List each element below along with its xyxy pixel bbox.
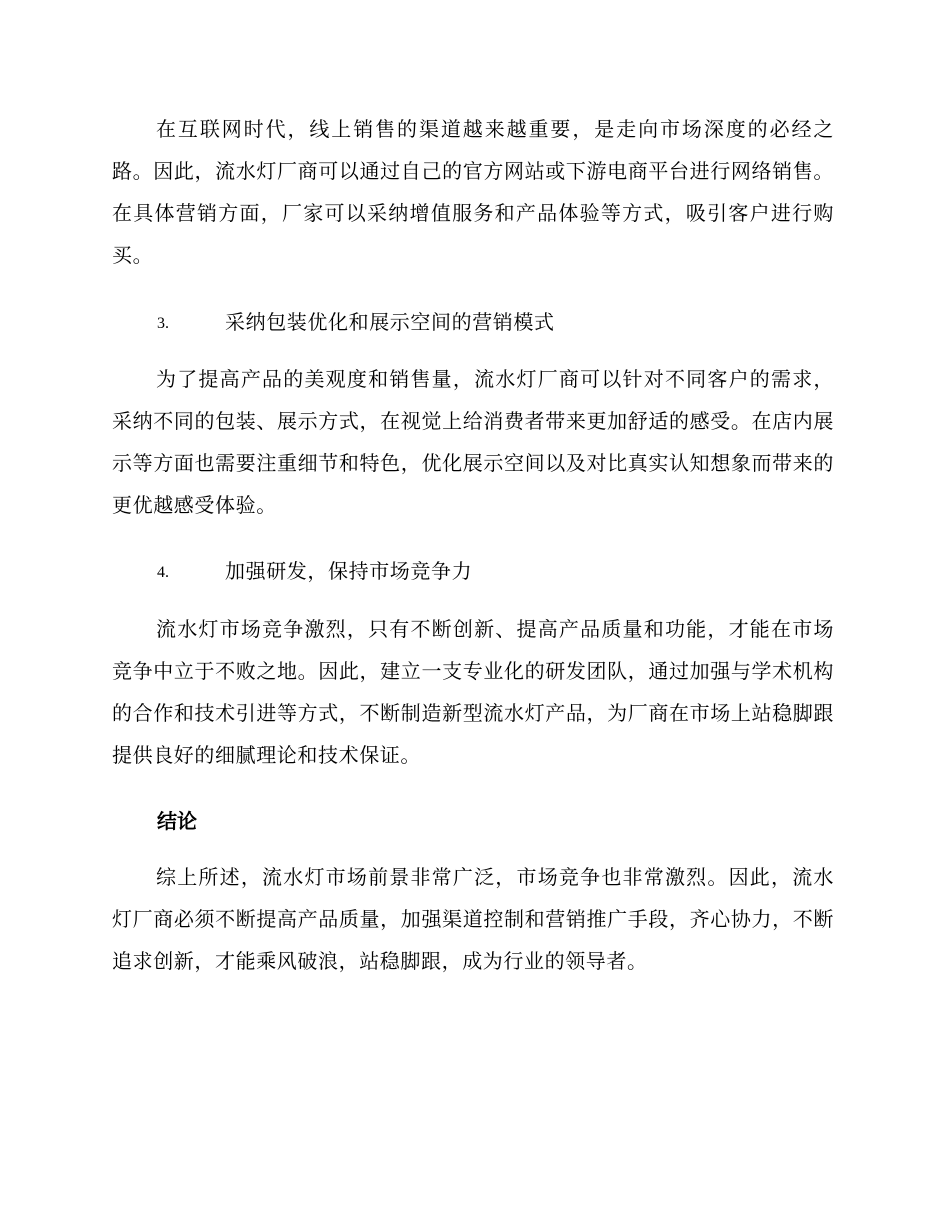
section-title: 加强研发，保持市场竞争力 xyxy=(225,559,473,583)
paragraph-research: 流水灯市场竞争激烈，只有不断创新、提高产品质量和功能，才能在市场竞争中立于不败之地。因此，建立一支专业化的研发团队，通过加强与学术机构的合作和技术引进等方式，不断制造新型流水灯产品，为厂商在市场上站稳脚跟提供良好的细腻理论和技术保证。 xyxy=(112,617,834,767)
paragraph-conclusion: 综上所述，流水灯市场前景非常广泛，市场竞争也非常激烈。因此，流水灯厂商必须不断提高产品质量，加强渠道控制和营销推广手段，齐心协力，不断追求创新，才能乘风破浪，站稳脚跟，成为行业的领导者。 xyxy=(112,865,834,973)
section-title: 采纳包装优化和展示空间的营销模式 xyxy=(225,310,555,334)
section-number: 3. xyxy=(157,315,169,332)
paragraph-packaging: 为了提高产品的美观度和销售量，流水灯厂商可以针对不同客户的需求，采纳不同的包装、展示方式，在视觉上给消费者带来更加舒适的感受。在店内展示等方面也需要注重细节和特色，优化展示空间以及对比真实认知想象而带来的更优越感受体验。 xyxy=(112,367,834,517)
paragraph-online-sales: 在互联网时代，线上销售的渠道越来越重要，是走向市场深度的必经之路。因此，流水灯厂商可以通过自己的官方网站或下游电商平台进行网络销售。在具体营销方面，厂家可以采纳增值服务和产品体验等方式，吸引客户进行购买。 xyxy=(112,117,834,267)
section-number: 4. xyxy=(157,564,169,581)
conclusion-heading: 结论 xyxy=(157,809,197,833)
